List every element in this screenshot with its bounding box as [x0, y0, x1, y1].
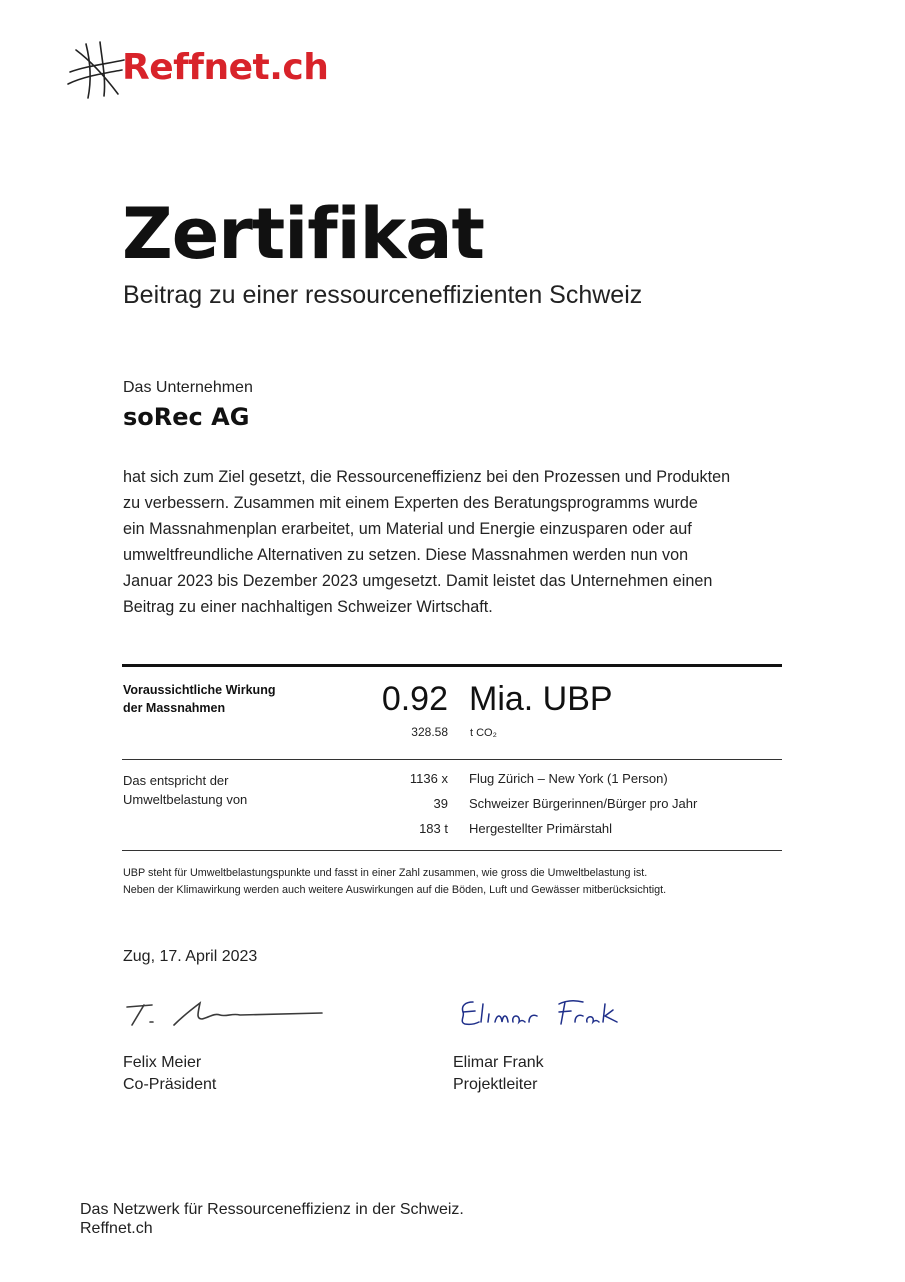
table-top-rule [122, 664, 782, 667]
body-line: ein Massnahmenplan erarbeitet, um Material und Energie einzusparen oder auf [123, 520, 692, 538]
place-date: Zug, 17. April 2023 [123, 948, 258, 965]
equivalent-amount: 1136 x [409, 771, 448, 786]
footnote-line: Neben der Klimawirkung werden auch weitere Auswirkungen auf die Böden, Luft und Gewässer mitberücksichtigt. [123, 884, 667, 896]
signature-elimar-frank [455, 992, 635, 1034]
impact-co2-value: 328.58 [411, 725, 448, 739]
footnote [123, 865, 793, 899]
impact-unit: Mia. UBP [469, 680, 613, 718]
equivalent-label-line: Umweltbelastung von [123, 792, 248, 807]
body-line: zu verbessern. Zusammen mit einem Experten des Beratungsprogramms wurde [123, 494, 698, 512]
signer-role: Co-Präsident [123, 1076, 217, 1093]
body-line: Beitrag zu einer nachhaltigen Schweizer Wirtschaft. [123, 598, 493, 616]
equivalent-label-line: Das entspricht der [123, 773, 229, 788]
footer-tagline: Das Netzwerk für Ressourceneffizienz in der Schweiz. [80, 1201, 464, 1218]
impact-label-line: der Massnahmen [123, 701, 226, 715]
equivalent-description: Hergestellter Primärstahl [469, 821, 613, 836]
brand-name: Reffnet.ch [122, 47, 329, 88]
body-line: hat sich zum Ziel gesetzt, die Ressourceneffizienz bei den Prozessen und Produkten [123, 468, 731, 486]
equivalent-label [123, 771, 323, 809]
table-row [330, 821, 790, 841]
signer-role: Projektleiter [453, 1076, 538, 1093]
table-bottom-rule [122, 850, 782, 851]
impact-value: 0.92 [381, 680, 448, 718]
table-row [330, 771, 790, 791]
certificate-title: Zertifikat [122, 193, 484, 275]
signer-name: Felix Meier [123, 1054, 202, 1071]
company-intro: Das Unternehmen [123, 379, 253, 396]
table-divider [122, 759, 782, 760]
certificate-subtitle: Beitrag zu einer ressourceneffizienten Schweiz [123, 281, 643, 309]
equivalent-description: Schweizer Bürgerinnen/Bürger pro Jahr [469, 796, 698, 811]
footer-url: Reffnet.ch [80, 1220, 153, 1237]
footnote-line: UBP steht für Umweltbelastungspunkte und fasst in einer Zahl zusammen, wie gross die Umweltbelastung ist. [123, 867, 648, 879]
company-name: soRec AG [123, 403, 250, 431]
impact-label [123, 681, 323, 717]
equivalent-amount: 39 [433, 796, 448, 811]
body-line: Januar 2023 bis Dezember 2023 umgesetzt. Damit leistet das Unternehmen einen [123, 572, 713, 590]
equivalent-description: Flug Zürich – New York (1 Person) [469, 771, 668, 786]
table-row [330, 796, 790, 816]
impact-co2-unit: t CO₂ [470, 727, 497, 739]
signer-name: Elimar Frank [453, 1054, 544, 1071]
body-line: umweltfreundliche Alternativen zu setzen. Diese Massnahmen werden nun von [123, 546, 689, 564]
impact-label-line: Voraussichtliche Wirkung [123, 683, 276, 697]
equivalent-amount: 183 t [419, 821, 448, 836]
globe-grid-icon [66, 40, 126, 100]
certificate-body [123, 464, 793, 620]
signature-felix-meier [122, 995, 327, 1035]
